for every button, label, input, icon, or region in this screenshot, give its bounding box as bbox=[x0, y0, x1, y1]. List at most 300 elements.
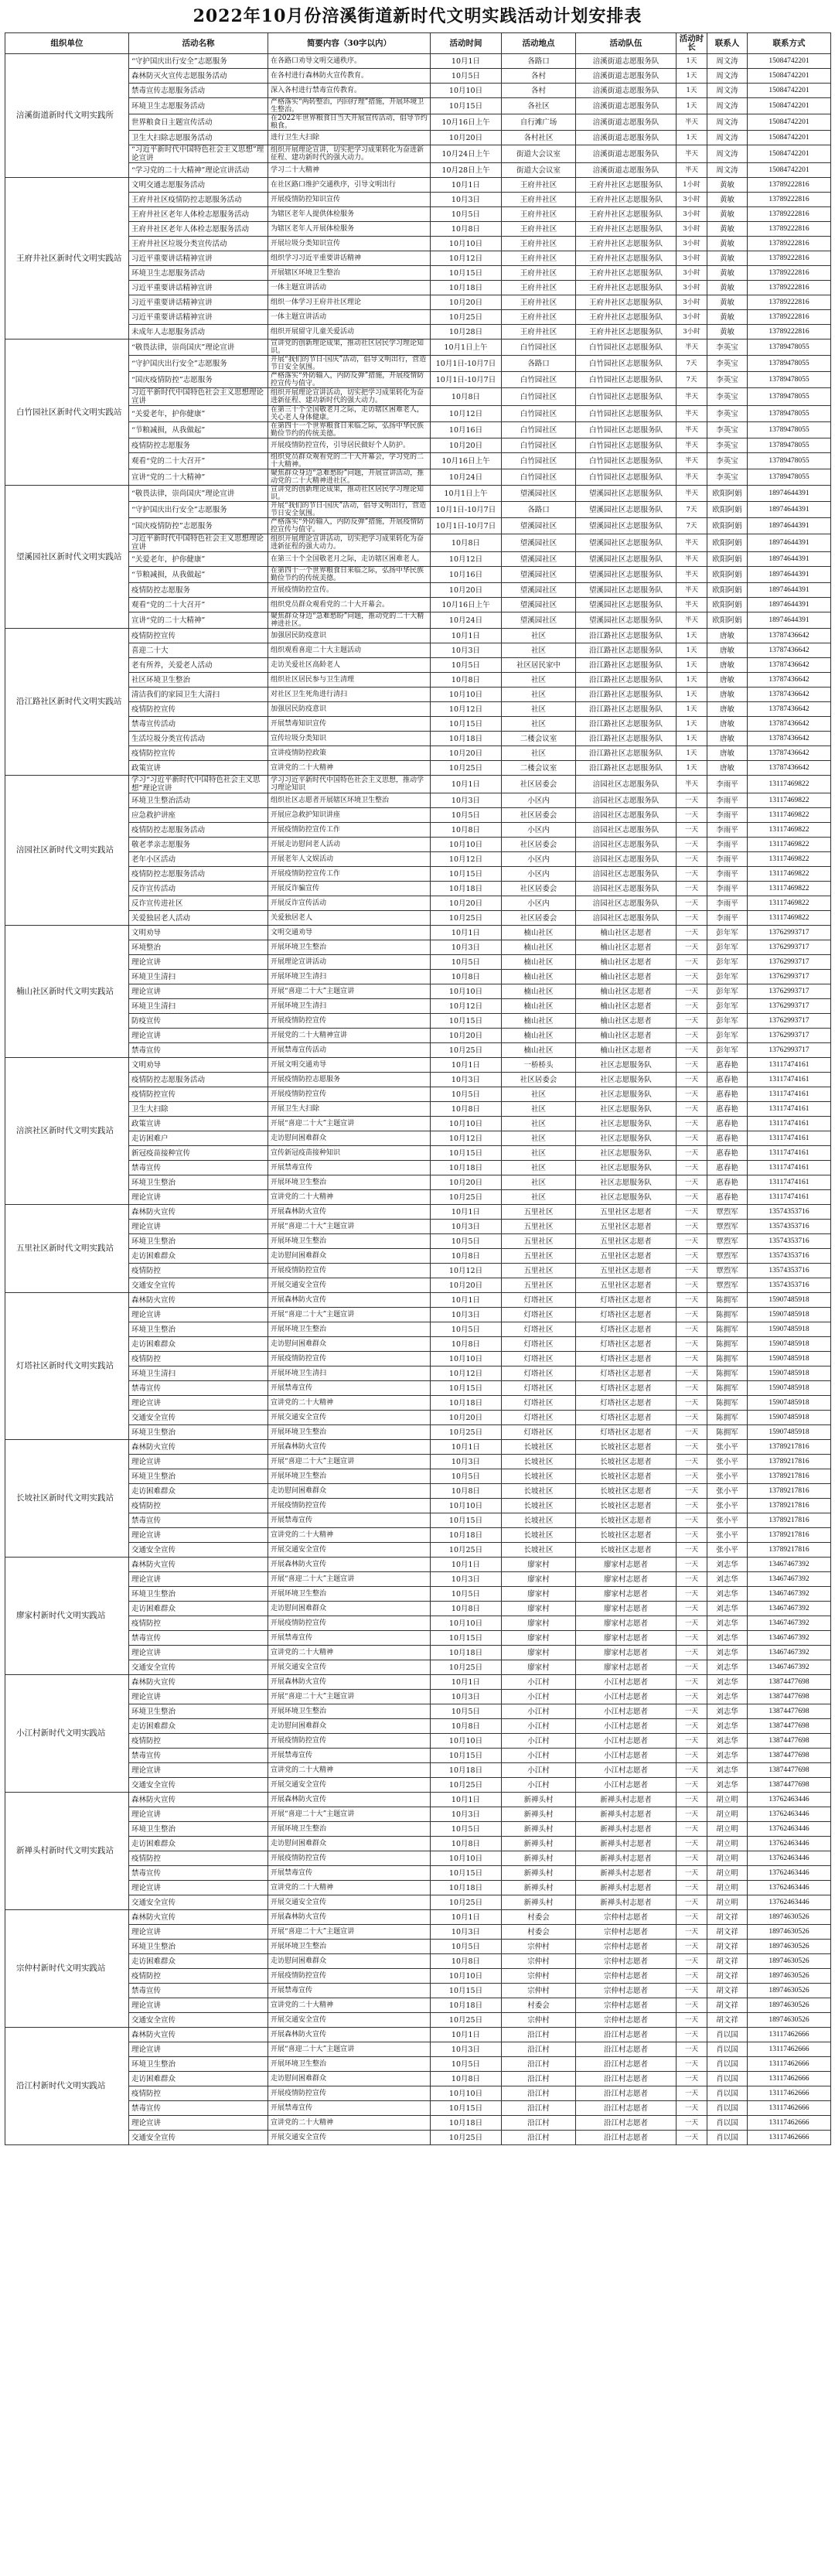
activity-location-cell: 新禅头村 bbox=[502, 1866, 576, 1881]
activity-time-cell: 10月1日-10月7日 bbox=[431, 372, 502, 388]
table-row bbox=[5, 54, 831, 69]
contact-phone-cell: 15084742201 bbox=[748, 84, 831, 98]
activity-content-cell: 开展疫情防控宣传工作 bbox=[268, 867, 431, 882]
activity-name-cell: 文明交通志愿服务活动 bbox=[129, 178, 268, 193]
activity-time-cell: 10月1日 bbox=[431, 926, 502, 940]
activity-location-cell: 各社区 bbox=[502, 98, 576, 114]
activity-name-cell: 文明劝导 bbox=[129, 926, 268, 940]
table-row bbox=[5, 1925, 831, 1940]
contact-person-cell: 李雨平 bbox=[707, 776, 748, 793]
activity-content-cell: 开展垃圾分类知识宣传 bbox=[268, 237, 431, 251]
organizer-unit-cell: 廖家村新时代文明实践站 bbox=[5, 1558, 129, 1675]
activity-duration-cell: 一天 bbox=[677, 1161, 707, 1175]
activity-content-cell: 宣讲疫情防控政策 bbox=[268, 746, 431, 761]
organizer-unit-cell: 小江村新时代文明实践站 bbox=[5, 1675, 129, 1793]
activity-content-cell: 开展森林防火宣传 bbox=[268, 1293, 431, 1308]
activity-duration-cell: 1天 bbox=[677, 98, 707, 114]
activity-location-cell: 王府井社区 bbox=[502, 222, 576, 237]
column-header: 活动队伍 bbox=[576, 33, 677, 54]
contact-phone-cell: 13117474161 bbox=[748, 1087, 831, 1102]
contact-phone-cell: 18974644391 bbox=[748, 552, 831, 567]
activity-time-cell: 10月20日 bbox=[431, 438, 502, 453]
activity-team-cell: 王府井社区志愿服务队 bbox=[576, 178, 677, 193]
activity-team-cell: 沿江路社区志愿服务队 bbox=[576, 732, 677, 746]
activity-duration-cell: 一天 bbox=[677, 2057, 707, 2072]
activity-location-cell: 廖家村 bbox=[502, 1602, 576, 1616]
activity-duration-cell: 一天 bbox=[677, 1822, 707, 1837]
contact-person-cell: 肖以国 bbox=[707, 2042, 748, 2057]
activity-content-cell: 开展环境卫生清扫 bbox=[268, 1366, 431, 1381]
activity-time-cell: 10月18日 bbox=[431, 1646, 502, 1660]
activity-content-cell: 开展“喜迎二十大”主题宣讲 bbox=[268, 2042, 431, 2057]
activity-name-cell: 森林防火宣传 bbox=[129, 1793, 268, 1807]
activity-time-cell: 10月15日 bbox=[431, 266, 502, 281]
activity-name-cell: 森林防火宣传 bbox=[129, 1440, 268, 1455]
activity-name-cell: 禁毒宣传 bbox=[129, 1866, 268, 1881]
contact-person-cell: 彭年军 bbox=[707, 1043, 748, 1058]
activity-team-cell: 长坡社区志愿者 bbox=[576, 1455, 677, 1469]
activity-location-cell: 各路口 bbox=[502, 54, 576, 69]
contact-phone-cell: 18974644391 bbox=[748, 502, 831, 518]
activity-name-cell: 王府井社区垃圾分类宣传活动 bbox=[129, 237, 268, 251]
activity-location-cell: 王府井社区 bbox=[502, 178, 576, 193]
contact-phone-cell: 15907485918 bbox=[748, 1337, 831, 1352]
contact-phone-cell: 13789478055 bbox=[748, 422, 831, 438]
activity-team-cell: 沿江村志愿者 bbox=[576, 2042, 677, 2057]
contact-phone-cell: 15907485918 bbox=[748, 1425, 831, 1440]
contact-person-cell: 肖以国 bbox=[707, 2072, 748, 2086]
activity-location-cell: 白竹园社区 bbox=[502, 388, 576, 406]
activity-location-cell: 小江村 bbox=[502, 1749, 576, 1763]
activity-duration-cell: 1天 bbox=[677, 54, 707, 69]
activity-content-cell: 宣讲党的二十大精神 bbox=[268, 2116, 431, 2131]
contact-phone-cell: 15084742201 bbox=[748, 54, 831, 69]
activity-team-cell: 社区志愿服务队 bbox=[576, 1146, 677, 1161]
activity-team-cell: 宗仲村志愿者 bbox=[576, 1910, 677, 1925]
contact-person-cell: 覃烈军 bbox=[707, 1205, 748, 1220]
activity-duration-cell: 半天 bbox=[677, 438, 707, 453]
activity-duration-cell: 一天 bbox=[677, 1029, 707, 1043]
activity-team-cell: 楠山社区志愿者 bbox=[576, 940, 677, 955]
table-row bbox=[5, 1866, 831, 1881]
activity-duration-cell: 半天 bbox=[677, 552, 707, 567]
contact-phone-cell: 13789478055 bbox=[748, 438, 831, 453]
activity-time-cell: 10月1日 bbox=[431, 1440, 502, 1455]
contact-phone-cell: 13762463446 bbox=[748, 1807, 831, 1822]
activity-team-cell: 白竹园社区志愿服务队 bbox=[576, 406, 677, 422]
activity-name-cell: “关爱老年，护你健康” bbox=[129, 552, 268, 567]
activity-team-cell: 长坡社区志愿者 bbox=[576, 1440, 677, 1455]
table-row bbox=[5, 1543, 831, 1558]
activity-location-cell: 沿江村 bbox=[502, 2116, 576, 2131]
activity-duration-cell: 一天 bbox=[677, 1969, 707, 1984]
contact-phone-cell: 13117469822 bbox=[748, 896, 831, 911]
activity-team-cell: 灯塔社区志愿者 bbox=[576, 1308, 677, 1322]
activity-name-cell: 禁毒宣传 bbox=[129, 1381, 268, 1396]
activity-time-cell: 10月25日 bbox=[431, 310, 502, 325]
table-row bbox=[5, 2028, 831, 2042]
contact-phone-cell: 13787436642 bbox=[748, 717, 831, 732]
contact-phone-cell: 15084742201 bbox=[748, 145, 831, 163]
contact-person-cell: 肖以国 bbox=[707, 2086, 748, 2101]
activity-duration-cell: 一天 bbox=[677, 1264, 707, 1278]
table-row bbox=[5, 1381, 831, 1396]
contact-person-cell: 唐敏 bbox=[707, 732, 748, 746]
activity-name-cell: 环境卫生整治 bbox=[129, 1587, 268, 1602]
activity-time-cell: 10月1日 bbox=[431, 1293, 502, 1308]
table-row bbox=[5, 325, 831, 339]
table-row bbox=[5, 612, 831, 629]
activity-time-cell: 10月8日 bbox=[431, 1102, 502, 1117]
activity-location-cell: 社区 bbox=[502, 1161, 576, 1175]
activity-time-cell: 10月18日 bbox=[431, 1396, 502, 1411]
table-row bbox=[5, 1660, 831, 1675]
activity-content-cell: 开展森林防火宣传 bbox=[268, 1440, 431, 1455]
contact-phone-cell: 13789222816 bbox=[748, 222, 831, 237]
activity-location-cell: 新禅头村 bbox=[502, 1851, 576, 1866]
activity-location-cell: 王府井社区 bbox=[502, 266, 576, 281]
contact-person-cell: 覃烈军 bbox=[707, 1220, 748, 1234]
contact-phone-cell: 13117469822 bbox=[748, 852, 831, 867]
contact-phone-cell: 13789217816 bbox=[748, 1528, 831, 1543]
activity-time-cell: 10月25日 bbox=[431, 1425, 502, 1440]
table-row bbox=[5, 1572, 831, 1587]
table-row bbox=[5, 1117, 831, 1131]
table-row bbox=[5, 1940, 831, 1954]
contact-phone-cell: 13762993717 bbox=[748, 984, 831, 999]
activity-location-cell: 楠山社区 bbox=[502, 955, 576, 970]
activity-time-cell: 10月10日 bbox=[431, 1969, 502, 1984]
contact-phone-cell: 13117462666 bbox=[748, 2057, 831, 2072]
activity-team-cell: 沿江村志愿者 bbox=[576, 2057, 677, 2072]
activity-content-cell: 开展环境卫生整治 bbox=[268, 1822, 431, 1837]
activity-duration-cell: 一天 bbox=[677, 1984, 707, 1998]
contact-phone-cell: 13789478055 bbox=[748, 339, 831, 356]
activity-content-cell: 开展禁毒宣传 bbox=[268, 1749, 431, 1763]
contact-person-cell: 周文涛 bbox=[707, 54, 748, 69]
activity-name-cell: 理论宣讲 bbox=[129, 1029, 268, 1043]
activity-location-cell: 小区内 bbox=[502, 823, 576, 838]
contact-person-cell: 肖以国 bbox=[707, 2131, 748, 2145]
activity-content-cell: 开展应急救护知识讲座 bbox=[268, 808, 431, 823]
contact-person-cell: 覃烈军 bbox=[707, 1278, 748, 1293]
activity-location-cell: 五里社区 bbox=[502, 1220, 576, 1234]
activity-team-cell: 望溪园社区志愿服务队 bbox=[576, 583, 677, 598]
activity-time-cell: 10月8日 bbox=[431, 222, 502, 237]
activity-duration-cell: 3小时 bbox=[677, 237, 707, 251]
activity-team-cell: 小江村志愿者 bbox=[576, 1763, 677, 1778]
activity-content-cell: 宣讲党的二十大精神 bbox=[268, 761, 431, 776]
activity-name-cell: 环境卫生志愿服务活动 bbox=[129, 266, 268, 281]
contact-person-cell: 李英宝 bbox=[707, 438, 748, 453]
activity-duration-cell: 一天 bbox=[677, 1587, 707, 1602]
activity-time-cell: 10月12日 bbox=[431, 999, 502, 1014]
contact-person-cell: 唐敏 bbox=[707, 673, 748, 688]
activity-team-cell: 王府井社区志愿服务队 bbox=[576, 266, 677, 281]
activity-name-cell: 观看“党的二十大召开” bbox=[129, 598, 268, 612]
activity-name-cell: 疫情防控志愿服务活动 bbox=[129, 1073, 268, 1087]
activity-duration-cell: 3小时 bbox=[677, 251, 707, 266]
contact-person-cell: 周文涛 bbox=[707, 145, 748, 163]
table-row bbox=[5, 2042, 831, 2057]
activity-location-cell: 王府井社区 bbox=[502, 207, 576, 222]
contact-person-cell: 李雨平 bbox=[707, 838, 748, 852]
activity-location-cell: 各路口 bbox=[502, 356, 576, 372]
contact-phone-cell: 13874477698 bbox=[748, 1719, 831, 1734]
contact-phone-cell: 13762463446 bbox=[748, 1851, 831, 1866]
contact-person-cell: 陈拥军 bbox=[707, 1411, 748, 1425]
activity-name-cell: 环境卫生整治 bbox=[129, 1940, 268, 1954]
activity-time-cell: 10月16日 bbox=[431, 567, 502, 583]
activity-location-cell: 社区居委会 bbox=[502, 882, 576, 896]
activity-duration-cell: 7天 bbox=[677, 518, 707, 534]
contact-phone-cell: 13467467392 bbox=[748, 1587, 831, 1602]
contact-person-cell: 黄敏 bbox=[707, 310, 748, 325]
activity-time-cell: 10月8日 bbox=[431, 388, 502, 406]
activity-time-cell: 10月16日上午 bbox=[431, 453, 502, 469]
organizer-unit-cell: 五里社区新时代文明实践站 bbox=[5, 1205, 129, 1293]
activity-duration-cell: 一天 bbox=[677, 1146, 707, 1161]
table-row bbox=[5, 1587, 831, 1602]
activity-content-cell: 关爱独居老人 bbox=[268, 911, 431, 926]
contact-person-cell: 刘志华 bbox=[707, 1749, 748, 1763]
activity-team-cell: 宗仲村志愿者 bbox=[576, 1925, 677, 1940]
column-header: 活动时间 bbox=[431, 33, 502, 54]
activity-duration-cell: 半天 bbox=[677, 567, 707, 583]
activity-duration-cell: 一天 bbox=[677, 955, 707, 970]
table-row bbox=[5, 1631, 831, 1646]
contact-phone-cell: 13789478055 bbox=[748, 388, 831, 406]
contact-phone-cell: 13467467392 bbox=[748, 1616, 831, 1631]
contact-person-cell: 惠春艳 bbox=[707, 1117, 748, 1131]
activity-name-cell: 反诈宣传进社区 bbox=[129, 896, 268, 911]
activity-time-cell: 10月1日 bbox=[431, 629, 502, 643]
contact-person-cell: 欧阳阿娟 bbox=[707, 552, 748, 567]
activity-time-cell: 10月15日 bbox=[431, 1513, 502, 1528]
activity-name-cell: 森林防火宣传 bbox=[129, 1558, 268, 1572]
activity-duration-cell: 半天 bbox=[677, 114, 707, 131]
activity-duration-cell: 半天 bbox=[677, 145, 707, 163]
activity-time-cell: 10月18日 bbox=[431, 732, 502, 746]
activity-location-cell: 灯塔社区 bbox=[502, 1337, 576, 1352]
activity-time-cell: 10月25日 bbox=[431, 1543, 502, 1558]
activity-location-cell: 灯塔社区 bbox=[502, 1411, 576, 1425]
table-row bbox=[5, 1337, 831, 1352]
table-row bbox=[5, 131, 831, 145]
contact-person-cell: 陈拥军 bbox=[707, 1396, 748, 1411]
activity-time-cell: 10月15日 bbox=[431, 1631, 502, 1646]
activity-duration-cell: 一天 bbox=[677, 1014, 707, 1029]
activity-content-cell: 开展森林防火宣传 bbox=[268, 1558, 431, 1572]
contact-person-cell: 胡立明 bbox=[707, 1807, 748, 1822]
activity-content-cell: 开展卫生大扫除 bbox=[268, 1102, 431, 1117]
activity-team-cell: 廖家村志愿者 bbox=[576, 1602, 677, 1616]
activity-location-cell: 小区内 bbox=[502, 793, 576, 808]
activity-team-cell: 五里社区志愿者 bbox=[576, 1249, 677, 1264]
activity-duration-cell: 1天 bbox=[677, 643, 707, 658]
activity-location-cell: 沿江村 bbox=[502, 2057, 576, 2072]
activity-name-cell: 卫生大扫除志愿服务活动 bbox=[129, 131, 268, 145]
activity-team-cell: 新禅头村志愿者 bbox=[576, 1807, 677, 1822]
activity-time-cell: 10月20日 bbox=[431, 583, 502, 598]
activity-content-cell: 开展环境卫生整治 bbox=[268, 1587, 431, 1602]
activity-time-cell: 10月5日 bbox=[431, 2057, 502, 2072]
activity-duration-cell: 一天 bbox=[677, 882, 707, 896]
activity-location-cell: 王府井社区 bbox=[502, 251, 576, 266]
table-row bbox=[5, 1073, 831, 1087]
activity-name-cell: 环境卫生清扫 bbox=[129, 999, 268, 1014]
contact-person-cell: 胡立明 bbox=[707, 1822, 748, 1837]
contact-person-cell: 刘志华 bbox=[707, 1558, 748, 1572]
activity-location-cell: 廖家村 bbox=[502, 1646, 576, 1660]
contact-phone-cell: 13117462666 bbox=[748, 2131, 831, 2145]
activity-duration-cell: 3小时 bbox=[677, 266, 707, 281]
contact-phone-cell: 13789217816 bbox=[748, 1440, 831, 1455]
contact-person-cell: 刘志华 bbox=[707, 1631, 748, 1646]
activity-location-cell: 长坡社区 bbox=[502, 1440, 576, 1455]
contact-phone-cell: 15907485918 bbox=[748, 1381, 831, 1396]
table-row bbox=[5, 114, 831, 131]
activity-content-cell: 开展反诈宣传活动 bbox=[268, 896, 431, 911]
table-row bbox=[5, 1366, 831, 1381]
activity-team-cell: 沿江村志愿者 bbox=[576, 2086, 677, 2101]
contact-phone-cell: 13574353716 bbox=[748, 1278, 831, 1293]
contact-phone-cell: 13762993717 bbox=[748, 1014, 831, 1029]
contact-phone-cell: 13789222816 bbox=[748, 325, 831, 339]
table-row bbox=[5, 808, 831, 823]
activity-team-cell: 长坡社区志愿者 bbox=[576, 1513, 677, 1528]
activity-team-cell: 社区志愿服务队 bbox=[576, 1161, 677, 1175]
schedule-table bbox=[5, 32, 831, 2145]
activity-duration-cell: 一天 bbox=[677, 1998, 707, 2013]
table-row bbox=[5, 207, 831, 222]
activity-team-cell: 灯塔社区志愿者 bbox=[576, 1381, 677, 1396]
contact-person-cell: 胡文祥 bbox=[707, 1925, 748, 1940]
activity-duration-cell: 1天 bbox=[677, 629, 707, 643]
table-row bbox=[5, 1352, 831, 1366]
activity-time-cell: 10月28日上午 bbox=[431, 163, 502, 178]
activity-location-cell: 廖家村 bbox=[502, 1631, 576, 1646]
contact-person-cell: 陈拥军 bbox=[707, 1425, 748, 1440]
contact-person-cell: 肖以国 bbox=[707, 2057, 748, 2072]
activity-name-cell: 习近平新时代中国特色社会主义思想理论宣讲 bbox=[129, 534, 268, 552]
contact-person-cell: 欧阳阿娟 bbox=[707, 486, 748, 502]
contact-phone-cell: 13762463446 bbox=[748, 1793, 831, 1807]
activity-team-cell: 涪溪街道志愿服务队 bbox=[576, 54, 677, 69]
activity-content-cell: 对社区卫生死角进行清扫 bbox=[268, 688, 431, 702]
contact-person-cell: 彭年军 bbox=[707, 1029, 748, 1043]
activity-team-cell: 沿江路社区志愿服务队 bbox=[576, 761, 677, 776]
contact-person-cell: 周文涛 bbox=[707, 131, 748, 145]
contact-phone-cell: 18974630526 bbox=[748, 1984, 831, 1998]
activity-team-cell: 望溪园社区志愿服务队 bbox=[576, 502, 677, 518]
activity-team-cell: 涪园社区志愿服务队 bbox=[576, 793, 677, 808]
activity-team-cell: 王府井社区志愿服务队 bbox=[576, 310, 677, 325]
activity-content-cell: 开展疫情防控宣传 bbox=[268, 1014, 431, 1029]
activity-name-cell: “关爱老年，护你健康” bbox=[129, 406, 268, 422]
contact-person-cell: 周文涛 bbox=[707, 98, 748, 114]
activity-name-cell: 理论宣讲 bbox=[129, 1308, 268, 1322]
activity-duration-cell: 一天 bbox=[677, 1866, 707, 1881]
table-row bbox=[5, 717, 831, 732]
activity-name-cell: 交通安全宣传 bbox=[129, 1778, 268, 1793]
activity-team-cell: 社区志愿服务队 bbox=[576, 1073, 677, 1087]
activity-content-cell: 开展疫情防控知识宣传 bbox=[268, 193, 431, 207]
activity-time-cell: 10月3日 bbox=[431, 2042, 502, 2057]
table-row bbox=[5, 2086, 831, 2101]
contact-person-cell: 胡文祥 bbox=[707, 2013, 748, 2028]
contact-phone-cell: 13762463446 bbox=[748, 1895, 831, 1910]
activity-name-cell: 环境卫生整治 bbox=[129, 1822, 268, 1837]
activity-name-cell: 疫情防控 bbox=[129, 1616, 268, 1631]
activity-team-cell: 小江村志愿者 bbox=[576, 1719, 677, 1734]
contact-person-cell: 欧阳阿娟 bbox=[707, 612, 748, 629]
activity-name-cell: 疫情防控志愿服务 bbox=[129, 583, 268, 598]
activity-content-cell: 开展交通安全宣传 bbox=[268, 1543, 431, 1558]
column-header: 简要内容（30字以内） bbox=[268, 33, 431, 54]
activity-location-cell: 街道大会议室 bbox=[502, 145, 576, 163]
activity-team-cell: 涪园社区志愿服务队 bbox=[576, 852, 677, 867]
activity-duration-cell: 一天 bbox=[677, 793, 707, 808]
activity-duration-cell: 一天 bbox=[677, 1734, 707, 1749]
activity-time-cell: 10月18日 bbox=[431, 1528, 502, 1543]
activity-content-cell: 组织观看喜迎二十大主题活动 bbox=[268, 643, 431, 658]
activity-location-cell: 廖家村 bbox=[502, 1616, 576, 1631]
contact-person-cell: 黄敏 bbox=[707, 193, 748, 207]
activity-duration-cell: 一天 bbox=[677, 1793, 707, 1807]
activity-team-cell: 王府井社区志愿服务队 bbox=[576, 237, 677, 251]
activity-location-cell: 社区居委会 bbox=[502, 1073, 576, 1087]
activity-location-cell: 灯塔社区 bbox=[502, 1352, 576, 1366]
activity-name-cell: 喜迎二十大 bbox=[129, 643, 268, 658]
contact-phone-cell: 13762993717 bbox=[748, 970, 831, 984]
activity-duration-cell: 一天 bbox=[677, 1763, 707, 1778]
table-row bbox=[5, 1837, 831, 1851]
contact-person-cell: 刘志华 bbox=[707, 1602, 748, 1616]
activity-duration-cell: 半天 bbox=[677, 486, 707, 502]
table-row bbox=[5, 852, 831, 867]
activity-name-cell: 王府井社区疫情防控志愿服务活动 bbox=[129, 193, 268, 207]
contact-phone-cell: 13117462666 bbox=[748, 2028, 831, 2042]
contact-phone-cell: 18974630526 bbox=[748, 1998, 831, 2013]
activity-content-cell: 开展疫情防控宣传。 bbox=[268, 583, 431, 598]
activity-duration-cell: 一天 bbox=[677, 838, 707, 852]
table-row bbox=[5, 1881, 831, 1895]
contact-phone-cell: 13789222816 bbox=[748, 281, 831, 295]
table-row bbox=[5, 688, 831, 702]
activity-time-cell: 10月12日 bbox=[431, 406, 502, 422]
activity-duration-cell: 一天 bbox=[677, 852, 707, 867]
activity-team-cell: 小江村志愿者 bbox=[576, 1704, 677, 1719]
table-row bbox=[5, 1058, 831, 1073]
activity-duration-cell: 一天 bbox=[677, 1455, 707, 1469]
activity-duration-cell: 3小时 bbox=[677, 281, 707, 295]
activity-time-cell: 10月3日 bbox=[431, 1220, 502, 1234]
activity-name-cell: 理论宣讲 bbox=[129, 2116, 268, 2131]
contact-person-cell: 陈拥军 bbox=[707, 1381, 748, 1396]
activity-name-cell: 理论宣讲 bbox=[129, 1220, 268, 1234]
table-row bbox=[5, 552, 831, 567]
activity-location-cell: 新禅头村 bbox=[502, 1807, 576, 1822]
activity-name-cell: “敬畏法律，崇尚国庆”理论宣讲 bbox=[129, 339, 268, 356]
activity-name-cell: 疫情防控宣传 bbox=[129, 702, 268, 717]
activity-team-cell: 楠山社区志愿者 bbox=[576, 1014, 677, 1029]
contact-phone-cell: 13789217816 bbox=[748, 1543, 831, 1558]
activity-time-cell: 10月1日-10月7日 bbox=[431, 356, 502, 372]
contact-person-cell: 黄敏 bbox=[707, 266, 748, 281]
activity-time-cell: 10月1日-10月7日 bbox=[431, 502, 502, 518]
contact-person-cell: 胡立明 bbox=[707, 1837, 748, 1851]
